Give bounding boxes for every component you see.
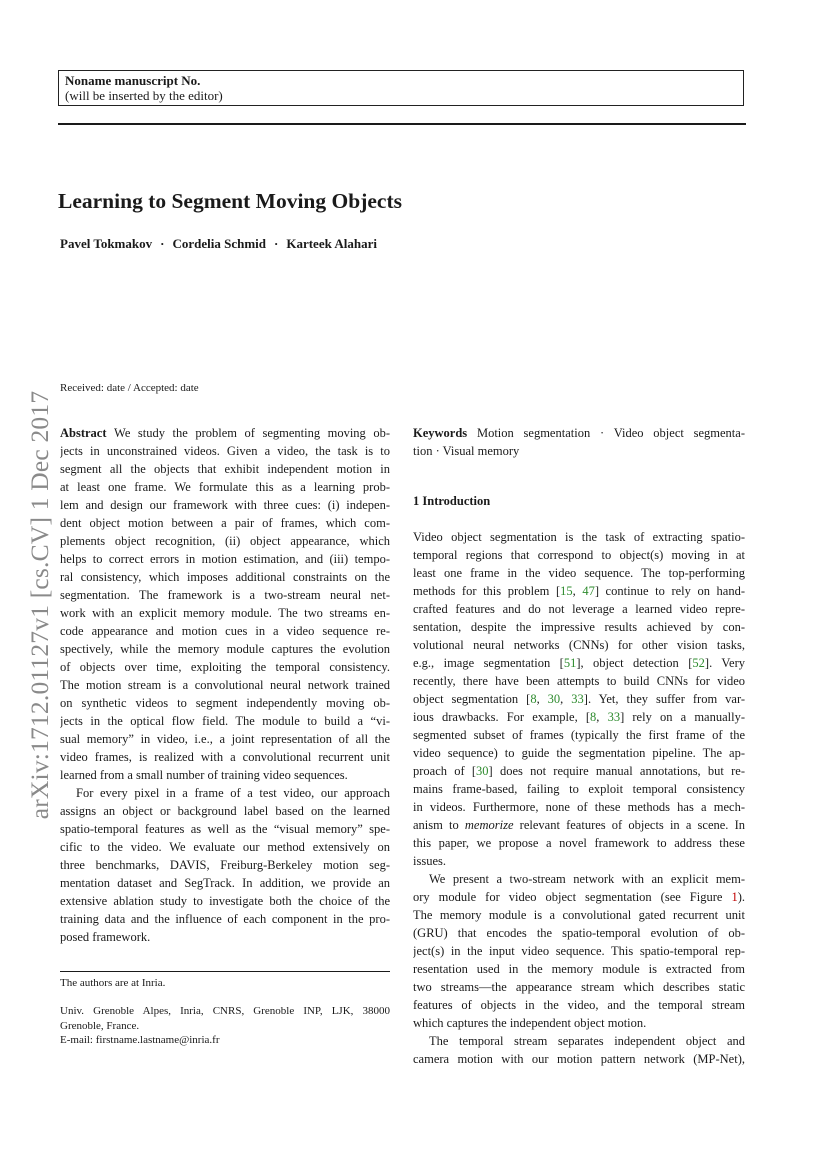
abstract-line: cific to the video. We evaluate our method extensively on bbox=[60, 840, 390, 854]
abstract-line: lem and design our framework with three cues: (i) indepen- bbox=[60, 498, 390, 512]
intro-line: object segmentation [8, 30, 33]. Yet, they suffer from var- bbox=[413, 692, 745, 706]
editor-note: (will be inserted by the editor) bbox=[65, 88, 223, 103]
intro-line: ious drawbacks. For example, [8, 33] rely on a manually- bbox=[413, 710, 745, 724]
intro-line: resentation used in the memory module is extracted from bbox=[413, 962, 745, 976]
keywords-line: tion · Visual memory bbox=[413, 444, 520, 458]
citation-link[interactable]: 51 bbox=[563, 656, 577, 670]
abstract-line: spectively, while the memory module captures the evolution bbox=[60, 642, 390, 656]
abstract-line: extensive ablation study to investigate both the choice of the bbox=[60, 894, 390, 908]
intro-line: (GRU) that encodes the spatio-temporal evolution of ob- bbox=[413, 926, 745, 940]
paper-title: Learning to Segment Moving Objects bbox=[58, 189, 402, 213]
abstract-column bbox=[60, 424, 390, 946]
intro-line: features of objects in the video, and the temporal stream bbox=[413, 998, 745, 1012]
header-rule bbox=[58, 123, 746, 125]
abstract-line: ral consistency, which imposes additional constraints on the bbox=[60, 570, 390, 584]
intro-line: issues. bbox=[413, 854, 446, 868]
abstract-paragraph bbox=[60, 424, 390, 784]
citation-link[interactable]: 30 bbox=[547, 692, 561, 706]
emphasis: memorize bbox=[464, 818, 514, 832]
abstract-line: assigns an object or background label based on the learned bbox=[60, 804, 390, 818]
intro-line: We present a two-stream network with an explicit mem- bbox=[429, 872, 745, 886]
abstract-line: dent object motion between a pair of frames, which com- bbox=[60, 516, 390, 530]
intro-line: two streams—the appearance stream which describes static bbox=[413, 980, 745, 994]
intro-line: volutional neural networks (CNNs) for other vision tasks, bbox=[413, 638, 745, 652]
intro-line: segmented subset of frames (typically the first frame of the bbox=[413, 728, 745, 742]
intro-line: in videos. Furthermore, none of these methods has a mech- bbox=[413, 800, 745, 814]
abstract-line: of objects over time, exploiting the temporal consistency. bbox=[60, 660, 390, 674]
citation-link[interactable]: 47 bbox=[582, 584, 595, 598]
keywords-block bbox=[413, 424, 745, 460]
keywords-heading: Keywords bbox=[413, 426, 477, 440]
abstract-line: spatio-temporal features as well as the “visual memory” spe- bbox=[60, 822, 390, 836]
intro-line: video sequence) to guide the segmentation pipeline. The ap- bbox=[413, 746, 745, 760]
abstract-line: work with an explicit memory module. The two streams en- bbox=[60, 606, 390, 620]
section-heading: 1 Introduction bbox=[413, 494, 491, 508]
abstract-line: segmentation. The framework is a two-stream neural net- bbox=[60, 588, 390, 602]
citation-link[interactable]: 8 bbox=[590, 710, 597, 724]
abstract-line: helps to correct errors in motion estimation, and (iii) tempo- bbox=[60, 552, 390, 566]
abstract-line: plements object recognition, (ii) object appearance, which bbox=[60, 534, 390, 548]
email-note: E-mail: firstname.lastname@inria.fr bbox=[60, 1034, 220, 1046]
abstract-line: training data and the influence of each component in the pro- bbox=[60, 912, 390, 926]
citation-link[interactable]: 33 bbox=[571, 692, 584, 706]
intro-line: methods for this problem [15, 47] continue to rely on hand- bbox=[413, 584, 745, 598]
intro-line: recently, there have been attempts to build CNNs for video bbox=[413, 674, 745, 688]
intro-line: proach of [30] does not require manual annotations, but re- bbox=[413, 764, 745, 778]
intro-line: mains frame-based, failing to exploit temporal consistency bbox=[413, 782, 745, 796]
keywords-line: Keywords Motion segmentation · Video object segmenta- bbox=[413, 426, 745, 440]
citation-link[interactable]: 8 bbox=[530, 692, 537, 706]
intro-line: crafted features and do not leverage a learned video repre- bbox=[413, 602, 745, 616]
citation-link[interactable]: 33 bbox=[607, 710, 621, 724]
abstract-line: For every pixel in a frame of a test video, our approach bbox=[76, 786, 390, 800]
intro-line: ject(s) in the input video sequence. This spatio-temporal rep- bbox=[413, 944, 745, 958]
intro-paragraph bbox=[413, 870, 745, 1032]
abstract-line: three benchmarks, DAVIS, Freiburg-Berkeley motion seg- bbox=[60, 858, 390, 872]
abstract-line: sual memory” in video, i.e., a joint representation of all the bbox=[60, 732, 390, 746]
intro-line: anism to memorize relevant features of objects in a scene. In bbox=[413, 818, 745, 832]
author-name: Cordelia Schmid bbox=[172, 236, 266, 251]
address-note bbox=[60, 1004, 390, 1034]
received-dates: Received: date / Accepted: date bbox=[60, 382, 199, 394]
intro-line: sentation, despite the impressive results achieved by con- bbox=[413, 620, 745, 634]
abstract-line: learned from a small number of training video sequences. bbox=[60, 768, 348, 782]
author-separator: · bbox=[274, 236, 279, 251]
abstract-line: on synthetic videos to segment independently moving ob- bbox=[60, 696, 390, 710]
abstract-line: posed framework. bbox=[60, 930, 151, 944]
intro-paragraph bbox=[413, 1032, 745, 1068]
abstract-line: jects in unconstrained videos. Given a video, the task is to bbox=[60, 444, 390, 458]
intro-line: which captures the independent object motion. bbox=[413, 1016, 647, 1030]
abstract-heading: Abstract bbox=[60, 426, 115, 440]
abstract-line: video frames, is realized with a convolutional recurrent unit bbox=[60, 750, 390, 764]
intro-line: e.g., image segmentation [51], object detection [52]. Very bbox=[413, 656, 745, 670]
right-column bbox=[413, 424, 745, 1068]
abstract-paragraph bbox=[60, 784, 390, 946]
intro-paragraph bbox=[413, 528, 745, 870]
intro-line: The memory module is a convolutional gated recurrent unit bbox=[413, 908, 745, 922]
manuscript-label: Noname manuscript No. bbox=[65, 73, 201, 88]
citation-link[interactable]: 30 bbox=[476, 764, 489, 778]
intro-line: this paper, we propose a novel framework to address these bbox=[413, 836, 745, 850]
abstract-line: Abstract We study the problem of segmenting moving ob- bbox=[60, 426, 390, 440]
arxiv-stamp: arXiv:1712.01127v1 [cs.CV] 1 Dec 2017 bbox=[25, 390, 54, 820]
manuscript-header-box bbox=[58, 70, 744, 106]
intro-line: least one frame in the video sequence. The top-performing bbox=[413, 566, 745, 580]
footnote-rule bbox=[60, 971, 390, 972]
citation-link[interactable]: 52 bbox=[692, 656, 705, 670]
intro-line: camera motion with our motion pattern network (MP-Net), bbox=[413, 1052, 745, 1066]
intro-line: ory module for video object segmentation (see Figure 1). bbox=[413, 890, 745, 904]
abstract-line: jects in the optical flow field. The module to build a “vi- bbox=[60, 714, 390, 728]
intro-line: The temporal stream separates independent object and bbox=[429, 1034, 745, 1048]
citation-link[interactable]: 15 bbox=[560, 584, 573, 598]
abstract-line: code appearance and motion cues in a video sequence re- bbox=[60, 624, 390, 638]
abstract-line: at least one frame. We formulate this as a learning prob- bbox=[60, 480, 390, 494]
address-line: Univ. Grenoble Alpes, Inria, CNRS, Grenoble INP, LJK, 38000 bbox=[60, 1005, 390, 1017]
abstract-line: segment all the objects that exhibit independent motion in bbox=[60, 462, 390, 476]
address-line: Grenoble, France. bbox=[60, 1020, 140, 1032]
author-list bbox=[60, 236, 377, 252]
abstract-line: The motion stream is a convolutional neural network trained bbox=[60, 678, 390, 692]
abstract-line: mentation dataset and SegTrack. In addition, we provide an bbox=[60, 876, 390, 890]
author-name: Pavel Tokmakov bbox=[60, 236, 153, 251]
author-separator: · bbox=[160, 236, 165, 251]
affiliation-note: The authors are at Inria. bbox=[60, 977, 166, 989]
intro-line: temporal regions that correspond to object(s) moving in at bbox=[413, 548, 745, 562]
intro-line: Video object segmentation is the task of extracting spatio- bbox=[413, 530, 745, 544]
figure-link[interactable]: 1 bbox=[731, 890, 738, 904]
author-name: Karteek Alahari bbox=[286, 236, 377, 251]
